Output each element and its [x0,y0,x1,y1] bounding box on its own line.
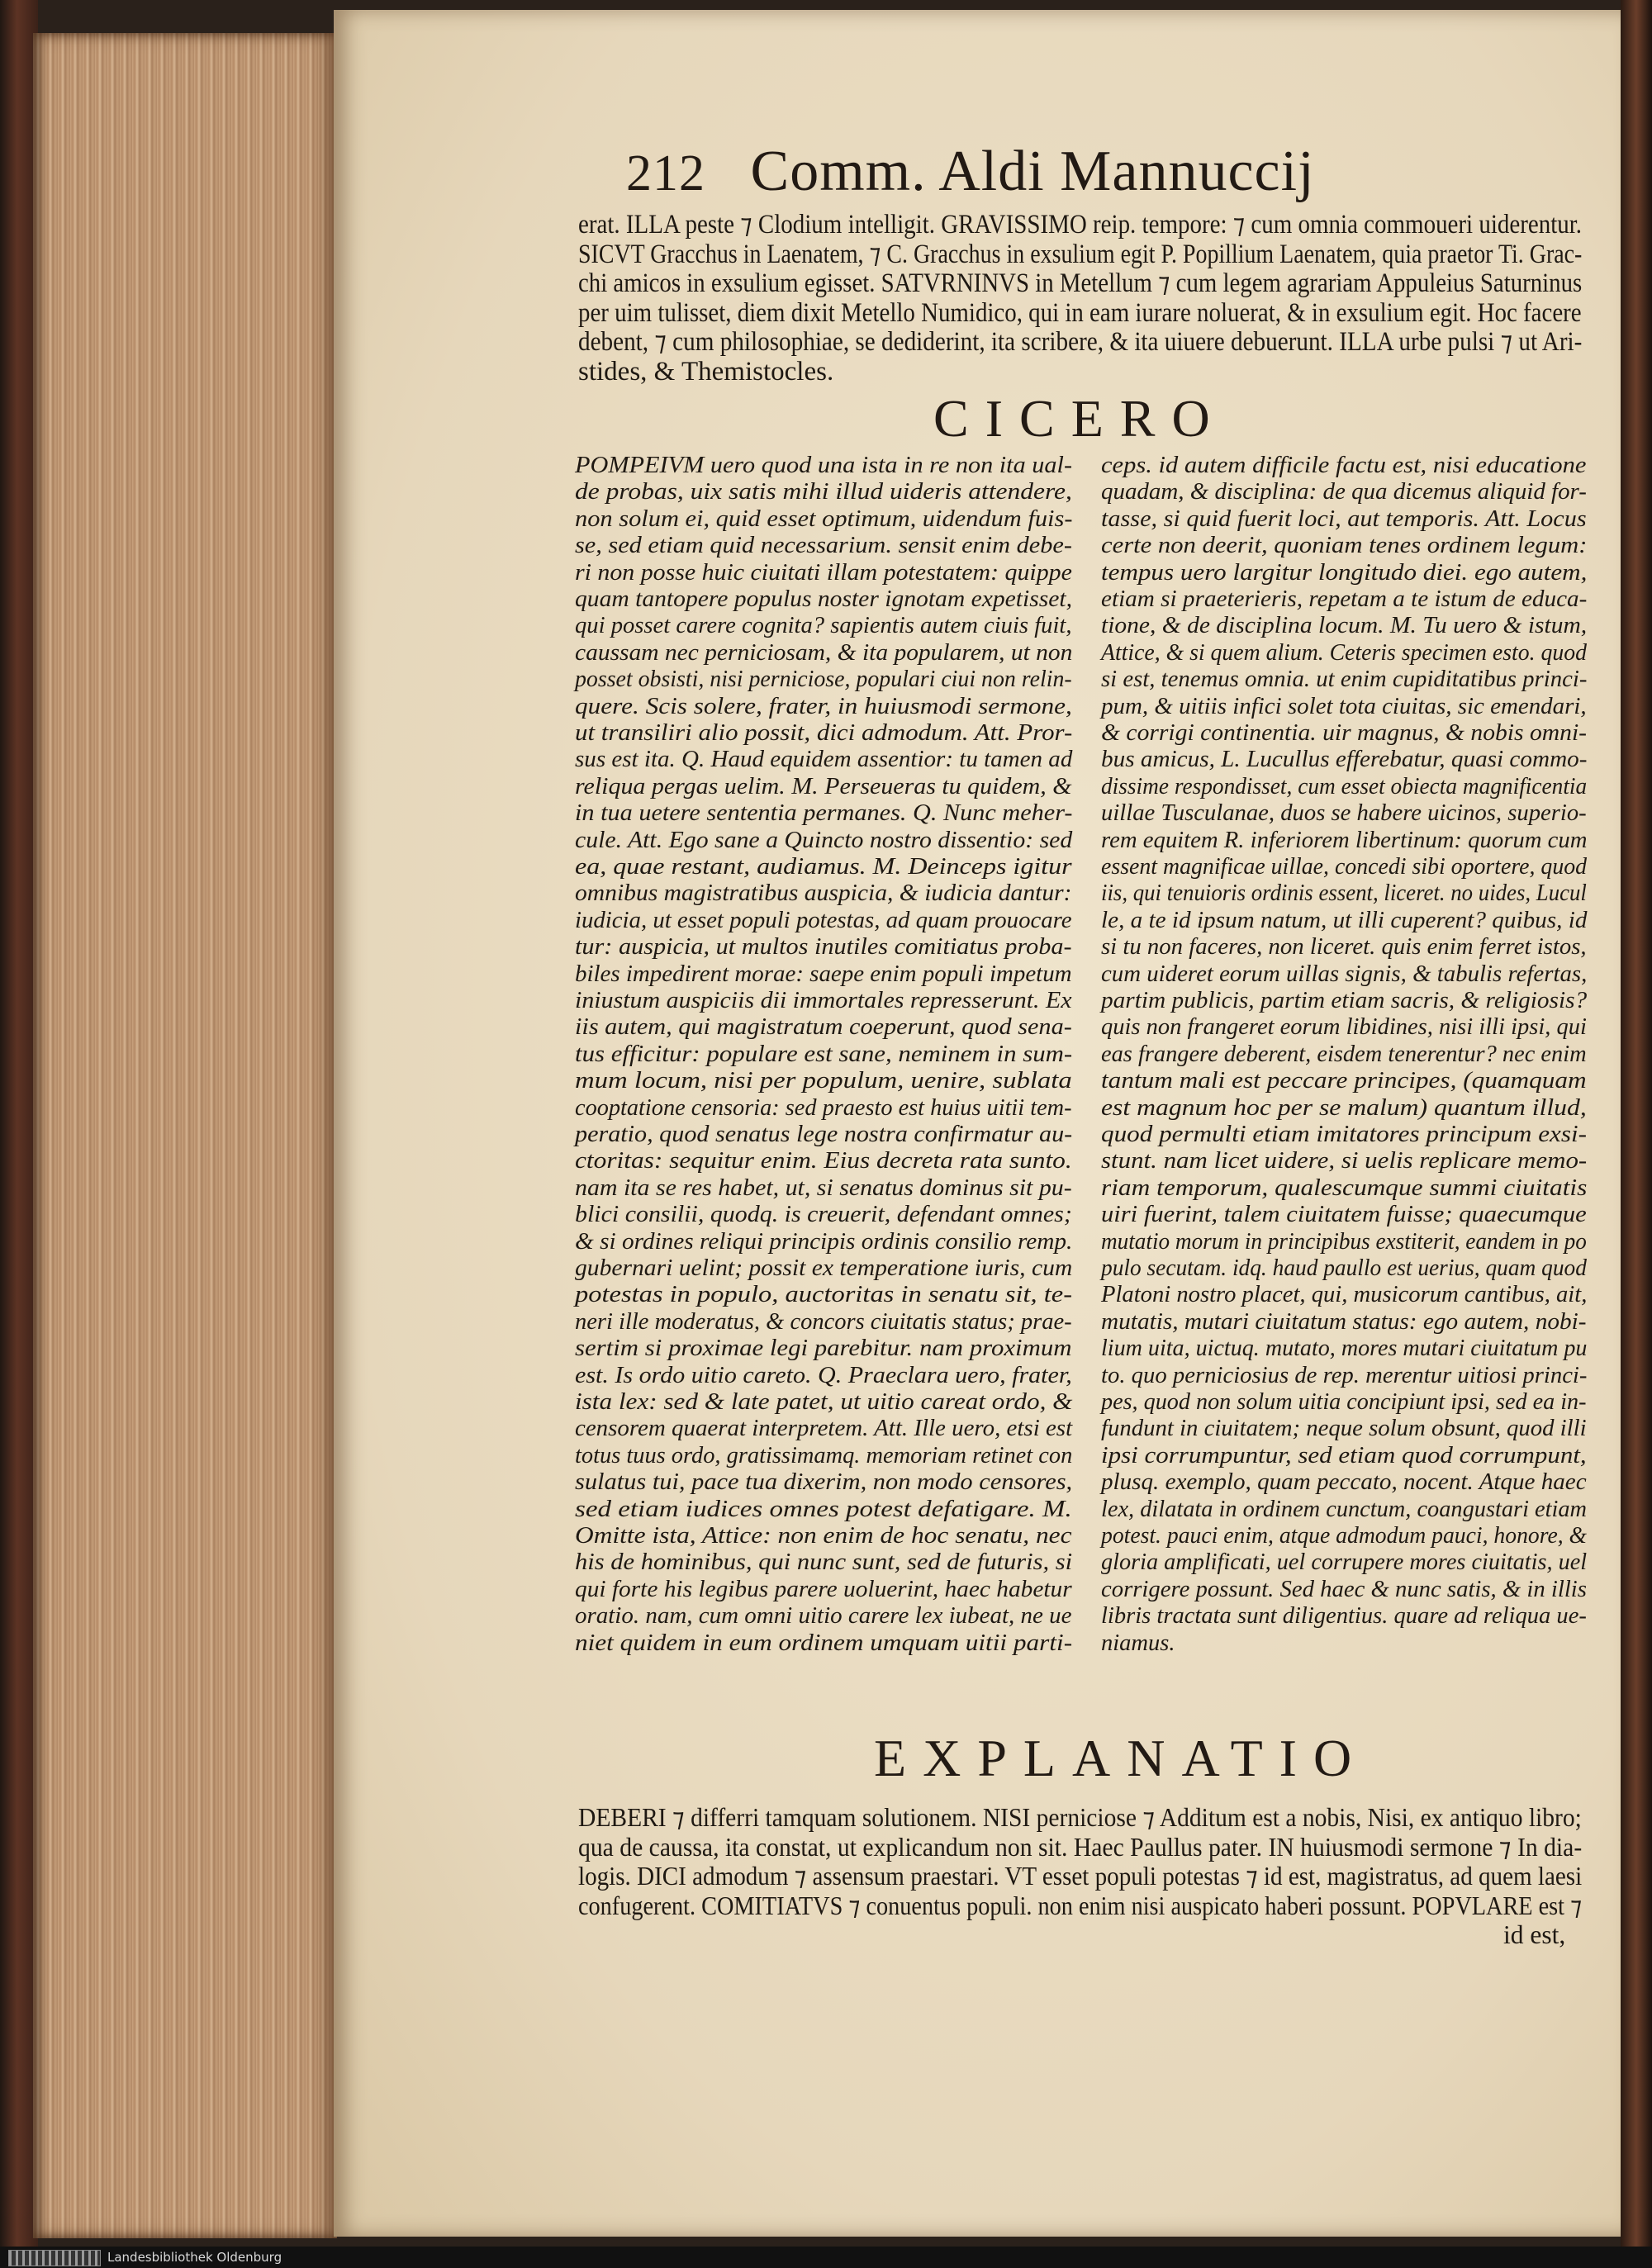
text-line: reliqua pergas uelim. M. Perseueras tu quidem, & [575,773,1072,799]
text-line: sulatus tui, pace tua dixerim, non modo censores, [575,1469,1073,1496]
text-line: de probas, uix satis mihi illud uideris attendere, [575,479,1072,505]
text-line: omnibus magistratibus auspicia, & iudicia dantur: [575,880,1072,907]
text-line: blici consilii, quodq. is creuerit, defendant omnes; [575,1202,1072,1228]
text-line: mutatis, mutari ciuitatum status: ego autem, nobi- [1101,1308,1587,1335]
page-fore-edge [33,33,337,2238]
text-line: riam temporum, qualescumque summi ciuitatis [1101,1174,1588,1201]
text-line: dissime respondisset, cum esset obiecta magnificentia [1101,773,1588,799]
text-line: neri ille moderatus, & concors ciuitatis status; prae- [575,1308,1072,1335]
text-line: & corrigi continentia. uir magnus, & nobis omni- [1101,720,1588,746]
text-line: tempus uero largitur longitudo diei. ego autem, [1101,559,1588,586]
text-line: in tua uetere sententia permanes. Q. Nunc meher- [575,800,1073,827]
text-line: per uim tulisset, diem dixit Metello Numidico, qui in eam iurare noluerat, & in exsulium egit. Hoc facere [578,297,1582,328]
text-line: ea, quae restant, audiamus. M. Deinceps igitur [575,854,1072,880]
text-line: POMPEIVM uero quod una ista in re non ita ual- [575,453,1073,478]
text-line: si est, tenemus omnia. ut enim cupiditatibus princi- [1101,667,1588,693]
text-line: quod permulti etiam imitatores principum exsi- [1101,1122,1588,1147]
text-line: nam ita se res habet, ut, si senatus dominus sit pu- [575,1174,1072,1201]
text-line: cooptatione censoria: sed praesto est huius uitii tem- [575,1094,1072,1121]
text-line: iudicia, ut esset populi potestas, ad quam prouocare [575,907,1072,933]
text-line: tur: auspicia, ut multos inutiles comitiatus proba- [575,934,1072,961]
text-line: est magnum hoc per se malum) quantum illud, [1101,1094,1587,1121]
text-line: iis, qui tenuioris ordinis essent, liceret. no uides, Lucul [1101,880,1587,907]
text-line: tione, & de disciplina locum. M. Tu uero & istum, [1101,613,1588,639]
text-line: sed etiam iudices omnes potest defatigare. M. [575,1496,1072,1522]
text-line: his de hominibus, qui nunc sunt, sed de futuris, si [575,1549,1073,1576]
text-line: niamus. [1101,1630,1175,1656]
text-line: chi amicos in exsulium egisset. SATVRNINVS in Metellum ⁊ cum legem agrariam Appuleius Saturninus [578,268,1583,298]
text-line: uillae Tusculanae, duos se habere uicinos, superio- [1101,800,1587,827]
text-line: qui posset carere cognita? sapientis autem ciuis fuit, [575,613,1072,639]
text-line: iniustum auspiciis dii immortales represserunt. Ex [575,988,1072,1013]
text-line: posset obsisti, nisi perniciose, populari ciui non relin- [575,667,1072,693]
text-line: sertim si proximae legi parebitur. nam proximum [575,1336,1072,1362]
text-line: debent, ⁊ cum philosophiae, se dediderint, ita scribere, & ita uiuere debuerunt. ILLA urbe pulsi ⁊ ut Ari- [578,327,1583,357]
text-line: qui forte his legibus parere uoluerint, haec habetur [575,1576,1072,1602]
text-line: tus efficitur: populare est sane, neminem in sum- [575,1041,1073,1067]
text-line: to. quo perniciosius de rep. merentur uitiosi princi- [1101,1362,1588,1388]
text-line: fundunt in ciuitatem; neque solum obsunt, quod illi [1101,1416,1587,1442]
text-line: cule. Att. Ego sane a Quincto nostro dissentio: sed [575,827,1073,853]
text-line: essent magnificae uillae, concedi sibi oportere, quod [1101,854,1588,880]
text-line: caussam nec perniciosam, & ita popularem, ut non [575,639,1073,666]
footer-bar [0,2247,1652,2268]
text-line: libris tractata sunt diligentius. quare ad reliqua ue- [1101,1603,1587,1630]
text-line: confugerent. COMITIATVS ⁊ conuentus populi. non enim nisi auspicato haberi possunt. POPVLARE est ⁊ [578,1891,1583,1920]
text-line: ri non posse huic ciuitati illam potestatem: quippe [575,559,1072,586]
text-line: quam tantopere populus noster ignotam expetisset, [575,586,1072,612]
text-line: totus tuus ordo, gratissimamq. memoriam retinet con [575,1442,1073,1469]
text-line: sus est ita. Q. Haud equidem assentior: tu tamen ad [575,747,1073,773]
page-number: 212 [626,145,705,202]
text-line: cum uideret eorum uillas signis, & tabulis refertas, [1101,961,1588,987]
text-line: se, sed etiam quid necessarium. sensit enim debe- [575,533,1072,559]
text-line: censorem quaerat interpretem. Att. Ille uero, etsi est [575,1416,1073,1442]
text-line: SICVT Gracchus in Laenatem, ⁊ C. Gracchus in exsulium egit P. Popillium Laenatem, quia praetor Ti. Grac- [578,239,1583,269]
running-head [626,139,1315,205]
text-line: etiam si praeterieris, repetam a te istum de educa- [1101,586,1588,612]
text-line: si tu non faceres, non liceret. quis enim ferret istos, [1101,934,1587,961]
text-line: qua de caussa, ita constat, ut explicandum non sit. Haec Paullus pater. IN huiusmodi sermone ⁊ In dia- [578,1832,1583,1862]
text-line: plusq. exemplo, quam peccato, nocent. Atque haec [1101,1469,1587,1496]
text-line: niet quidem in eum ordinem umquam uitii parti- [575,1630,1073,1656]
text-line: tantum mali est peccare principes, (quamquam [1101,1068,1587,1094]
text-line: pulo secutam. idq. haud paullo est uerius, quam quod [1101,1255,1587,1281]
text-line: ceps. id autem difficile factu est, nisi educatione [1101,453,1587,478]
library-name: Landesbibliothek Oldenburg [107,2250,282,2265]
text-line: tasse, si quid fuerit loci, aut temporis. Att. Locus [1101,505,1587,532]
text-line: ut transiliri alio possit, dici admodum. Att. Pror- [575,720,1073,746]
text-line: stunt. nam licet uidere, si uelis replicare memo- [1101,1148,1588,1174]
text-line: potest. pauci enim, atque admodum pauci, honore, & [1101,1523,1588,1549]
text-line: & si ordines reliqui principis ordinis consilio remp. [575,1228,1073,1255]
text-line: Attice, & si quem alium. Ceteris specimen esto. quod [1101,639,1587,666]
text-line: lex, dilatata in ordinem cunctum, coangustari etiam [1101,1496,1588,1522]
text-line: ista lex: sed & late patet, ut uitio careat ordo, & [575,1389,1073,1415]
text-line: Omitte ista, Attice: non enim de hoc senatu, nec [575,1523,1072,1549]
running-title: Comm. Aldi Mannuccij [750,140,1315,203]
text-line: uiri fuerint, talem ciuitatem fuisse; quaecumque [1101,1202,1587,1228]
text-line: biles impedirent morae: saepe enim populi impetum [575,961,1072,987]
text-line: mutatio morum in principibus exstiterit, eandem in po [1101,1228,1587,1255]
text-line: id est, [1503,1920,1566,1949]
text-line: quis non frangeret eorum libidines, nisi illi ipsi, qui [1101,1014,1587,1041]
text-line: quadam, & disciplina: de qua dicemus aliquid for- [1101,479,1587,505]
explanation-heading: EXPLANATIO [874,1729,1369,1787]
text-line: erat. ILLA peste ⁊ Clodium intelligit. GRAVISSIMO reip. tempore: ⁊ cum omnia commoueri uiderentur. [578,210,1583,240]
section-heading: CICERO [933,389,1227,448]
text-line: lium uita, uictuq. mutato, mores mutari ciuitatum pu [1101,1336,1588,1362]
text-line: oratio. nam, cum omni uitio carere lex iubeat, ne ue [575,1603,1072,1630]
text-line: Platoni nostro placet, qui, musicorum cantibus, ait, [1101,1282,1588,1308]
text-line: pum, & uitiis infici solet tota ciuitas, sic emendari, [1101,693,1587,719]
text-line: potestas in populo, auctoritas in senatu sit, te- [575,1282,1073,1308]
text-line: ipsi corrumpuntur, sed etiam quod corrumpunt, [1101,1442,1587,1469]
text-line: peratio, quod senatus lege nostra confirmatur au- [575,1122,1073,1147]
text-line: DEBERI ⁊ differri tamquam solutionem. NISI perniciose ⁊ Additum est a nobis, Nisi, ex antiquo libro; [578,1803,1582,1832]
text-line: partim publicis, partim etiam sacris, & religiosis? [1101,988,1588,1013]
text-line: non solum ei, quid esset optimum, uidendum fuis- [575,505,1073,532]
text-line: pes, quod non solum uitia concipiunt ipsi, sed ea in- [1101,1389,1587,1415]
library-logo-icon [8,2250,101,2266]
text-line: stides, & Themistocles. [578,356,834,387]
text-line: mum locum, nisi per populum, uenire, sublata [575,1068,1072,1094]
text-line: gloria amplificati, uel corrupere mores ciuitatis, uel [1101,1549,1588,1576]
text-line: quere. Scis solere, frater, in huiusmodi sermone, [575,693,1072,719]
text-line: certe non deerit, quoniam tenes ordinem legum: [1101,533,1588,559]
book-binding-right [1621,0,1652,2247]
text-line: ctoritas: sequitur enim. Eius decreta rata sunto. [575,1148,1072,1174]
text-line: rem equitem R. inferiorem libertinum: quorum cum [1101,827,1588,853]
text-line: gubernari uelint; possit ex temperatione iuris, cum [575,1255,1073,1281]
text-line: corrigere possunt. Sed haec & nunc satis, & in illis [1101,1576,1587,1602]
text-line: bus amicus, L. Lucullus efferebatur, quasi commo- [1101,747,1588,773]
text-line: est. Is ordo uitio careto. Q. Praeclara uero, frater, [575,1362,1072,1388]
text-line: iis autem, qui magistratum coeperunt, quod sena- [575,1014,1072,1041]
text-line: logis. DICI admodum ⁊ assensum praestari. VT esset populi potestas ⁊ id est, magistratus, ad quem laesi [578,1862,1583,1891]
text-line: le, a te id ipsum natum, ut illi cuperent? quibus, id [1101,907,1588,933]
text-line: eas frangere deberent, eisdem tenerentur? nec enim [1101,1041,1587,1067]
